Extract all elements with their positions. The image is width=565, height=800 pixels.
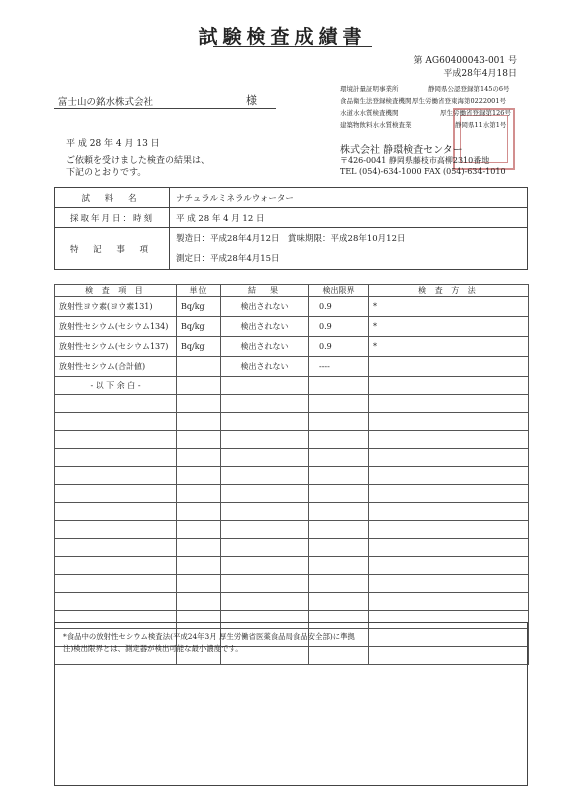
recipient-suffix: 様 [246, 94, 257, 107]
item-method: * [369, 337, 529, 357]
registration-right: 厚生労働省登録第126号 [440, 109, 511, 117]
method-note: *食品中の放射性セシウム検査法(平成24年3月 厚生労働省医薬食品局食品安全部)に準拠 [63, 632, 355, 641]
remarks-label: 特 記 事 項 [55, 228, 170, 270]
item-unit: Bq/kg [177, 317, 221, 337]
table-row [55, 467, 529, 485]
recipient-underline [54, 108, 276, 109]
item-limit: 0.9 [309, 317, 369, 337]
table-row [55, 377, 529, 395]
item-limit: 0.9 [309, 297, 369, 317]
item-method [369, 357, 529, 377]
item-method: * [369, 297, 529, 317]
table-row [55, 539, 529, 557]
sample-name-value: ナチュラルミネラルウォーター [170, 188, 528, 208]
report-date: 平 成 28 年 4 月 13 日 [66, 139, 160, 149]
remarks-line: 測定日：平成28年4月15日 [176, 253, 280, 264]
item-name: 放射性セシウム(合計値) [55, 357, 177, 377]
results-header-row [55, 285, 529, 297]
sample-info-table [54, 187, 528, 270]
remarks-line: 製造日：平成28年4月12日 賞味期限：平成28年10月12日 [176, 233, 406, 244]
registration-right: 厚生労働省登東海第0222001号 [412, 97, 506, 105]
item-unit: Bq/kg [177, 297, 221, 317]
registration-left: 水道水水質検査機関 [340, 109, 399, 117]
header-result: 結 果 [221, 285, 309, 297]
sampling-date-label: 採取年月日：時刻 [55, 208, 170, 228]
sampling-date-value: 平 成 28 年 4 月 12 日 [170, 208, 528, 228]
blank-marker: - 以 下 余 白 - [55, 377, 177, 395]
remarks-value [170, 228, 528, 270]
registration-left: 環境計量証明事業所 [340, 85, 399, 93]
table-row [55, 413, 529, 431]
table-row [55, 297, 529, 317]
item-name: 放射性セシウム(セシウム134) [55, 317, 177, 337]
table-row [55, 503, 529, 521]
table-row [55, 557, 529, 575]
header-item: 検 査 項 目 [55, 285, 177, 297]
company-phone-fax: TEL (054)-634-1000 FAX (054)-634-1010 [340, 167, 506, 176]
header-unit: 単位 [177, 285, 221, 297]
item-result: 検出されない [221, 297, 309, 317]
table-row [55, 317, 529, 337]
intro-text-line1: ご依頼を受けました検査の結果は、 [66, 156, 211, 166]
item-name: 放射性ヨウ素(ヨウ素131) [55, 297, 177, 317]
table-row [55, 575, 529, 593]
item-unit [177, 357, 221, 377]
item-result: 検出されない [221, 357, 309, 377]
recipient-name: 富士山の銘水株式会社 [58, 97, 154, 108]
item-limit: ---- [309, 357, 369, 377]
company-address: 〒426-0041 静岡県藤枝市高柳2310番地 [340, 156, 490, 165]
header-method: 検 査 方 法 [369, 285, 529, 297]
table-row [55, 431, 529, 449]
item-method: * [369, 317, 529, 337]
header-limit: 検出限界 [309, 285, 369, 297]
item-name: 放射性セシウム(セシウム137) [55, 337, 177, 357]
sample-name-label: 試 料 名 [55, 188, 170, 208]
table-row [55, 337, 529, 357]
table-row [55, 395, 529, 413]
document-number: 第 AG60400043-001 号 [413, 56, 517, 66]
document-title: 試験検査成績書 [198, 26, 367, 48]
table-row [55, 357, 529, 377]
intro-text-line2: 下記のとおりです。 [66, 168, 147, 178]
notes-box [54, 622, 528, 786]
item-result: 検出されない [221, 337, 309, 357]
table-row [55, 449, 529, 467]
table-row [55, 485, 529, 503]
registration-right: 静岡県11水第1号 [455, 121, 507, 129]
company-name: 株式会社 静環検査センター [340, 145, 463, 156]
registration-left: 建築物飲料水水質検査業 [340, 121, 412, 129]
results-table [54, 284, 529, 665]
limit-note: 注)検出限界とは、測定器が検出可能な最小濃度です。 [63, 644, 243, 653]
item-unit: Bq/kg [177, 337, 221, 357]
table-row [55, 593, 529, 611]
registration-left: 食品衛生法登録検査機関 [340, 97, 412, 105]
table-row [55, 521, 529, 539]
title-underline [213, 46, 372, 47]
item-limit: 0.9 [309, 337, 369, 357]
item-result: 検出されない [221, 317, 309, 337]
issue-date: 平成28年4月18日 [443, 69, 517, 79]
registration-right: 静岡県公認登録第145の6号 [428, 85, 510, 93]
